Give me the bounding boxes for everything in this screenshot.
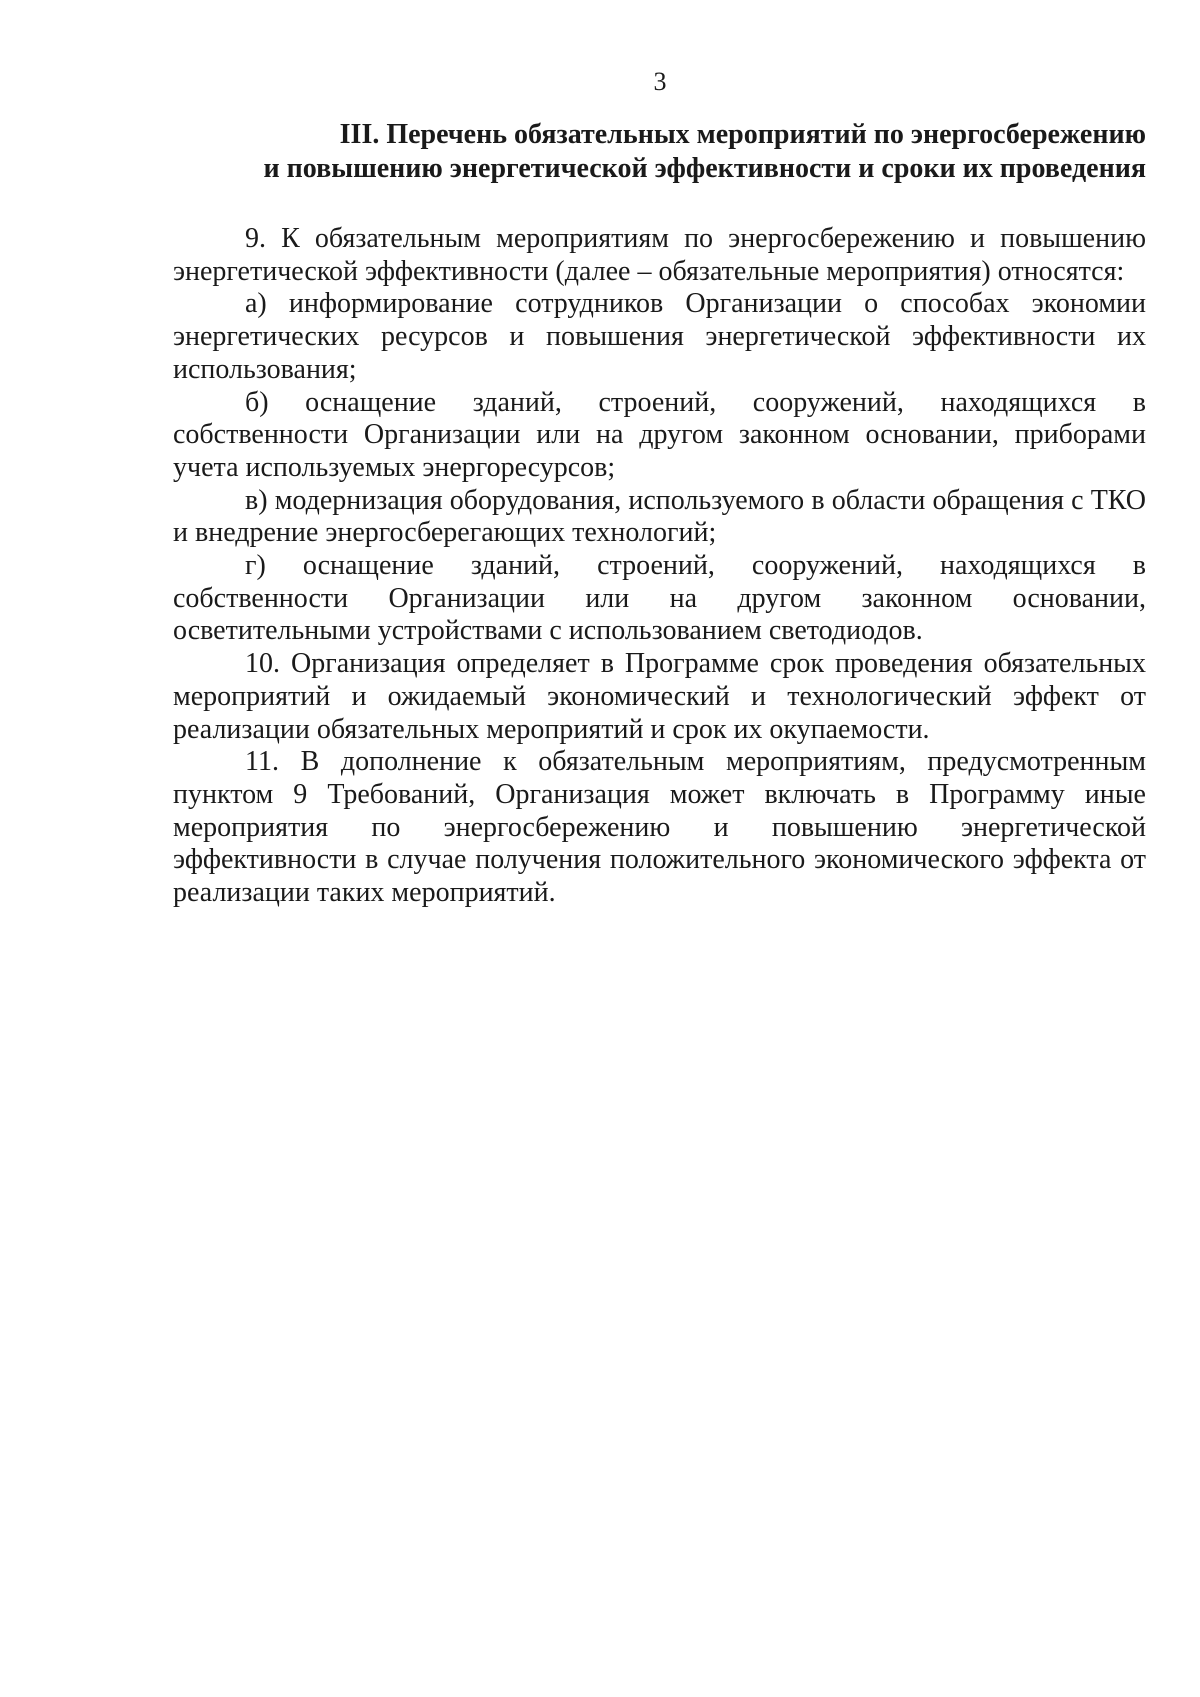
- paragraph-9v: в) модернизация оборудования, используемого в области обращения с ТКО и внедрение энергосберегающих технологий;: [173, 484, 1146, 549]
- section-heading-line-2: и повышению энергетической эффективности и сроки их проведения: [263, 153, 1146, 184]
- section-heading: [173, 118, 1146, 186]
- section-heading-line-1: III. Перечень обязательных мероприятий по энергосбережению: [339, 119, 1146, 150]
- paragraph-9b: б) оснащение зданий, строений, сооружений, находящихся в собственности Организации или на другом законном основании, приборами учета используемых энергоресурсов;: [173, 386, 1146, 483]
- paragraph-9g: г) оснащение зданий, строений, сооружений, находящихся в собственности Организации или на другом законном основании, осветительными устройствами с использованием светодиодов.: [173, 550, 1146, 647]
- page-number: 3: [653, 67, 667, 96]
- paragraph-9a: а) информирование сотрудников Организации о способах экономии энергетических ресурсов и повышения энергетической эффективности их использования;: [173, 288, 1146, 385]
- paragraph-9: 9. К обязательным мероприятиям по энергосбережению и повышению энергетической эффективности (далее – обязательные мероприятия) относятся:: [173, 223, 1146, 287]
- document-body: [173, 223, 1146, 910]
- paragraph-10: 10. Организация определяет в Программе срок проведения обязательных мероприятий и ожидаемый экономический и технологический эффект от реализации обязательных мероприятий и срок их окупаемости.: [173, 648, 1146, 745]
- paragraph-11: 11. В дополнение к обязательным мероприятиям, предусмотренным пунктом 9 Требований, Организация может включать в Программу иные мероприятия по энергосбережению и повышению энергетической эффективности в случае получения положительного экономического эффекта от реализации таких мероприятий.: [173, 746, 1146, 909]
